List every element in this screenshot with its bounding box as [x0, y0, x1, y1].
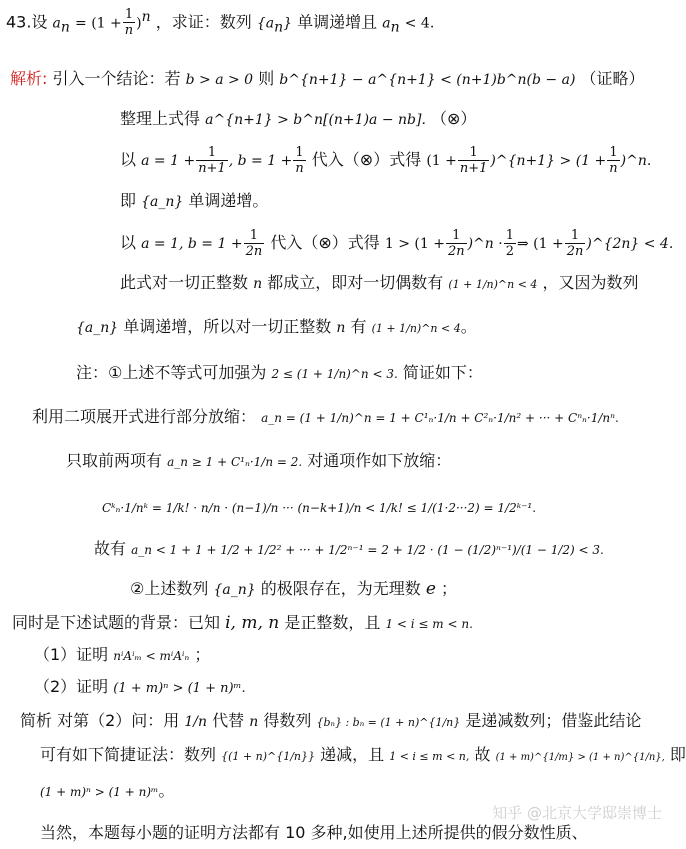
- general-term: Cᵏₙ·1/nᵏ = 1/k! · n/n · (n−1)/n ··· (n−k+1)/n < 1/k! ≤ 1/(1·2···2) = 1/2ᵏ⁻¹.: [102, 501, 537, 515]
- binomial-line: 利用二项展开式进行部分放缩： a_n = (1 + 1/n)^n = 1 + C¹ₙ·1/n + C²ₙ·1/n² + ··· + Cⁿₙ·1/nⁿ.: [32, 407, 619, 426]
- problem-statement: 43.设 $a_n = (1$ + $\frac{1}{n}$ )$^n$ ，求证：数列 $\{a_n\}$ 单调递增且 $a_n < 4$.: [6, 7, 435, 39]
- brief-analysis-2: 可有如下简捷证法：数列 {(1 + n)^{1/n}} 递减，且 1 < i ≤ m < n, 故 (1 + m)^{1/m} > (1 + n)^{1/n}, 即: [40, 745, 686, 764]
- brief-analysis-1: 简析 对第（2）问：用 1/n 代替 n 得数列 {bₙ} : bₙ = (1 + n)^{1/n} 是递减数列；借鉴此结论: [20, 711, 642, 730]
- note-1: 注：①上述不等式可加强为 2 ≤ (1 + 1/n)^n < 3. 简证如下：: [76, 363, 483, 382]
- problem-fraction: $\frac{1}{n}$: [124, 7, 134, 39]
- brief-analysis-3: (1 + m)ⁿ > (1 + n)ᵐ。: [40, 781, 175, 800]
- problem-number: 43.设: [6, 12, 48, 32]
- step-2: 以 a = 1 + $\frac{1}{n+1}$ , b = 1 + $\frac{1}{n}$ 代入（⊗）式得 (1 + $\frac{1}{n+1}$ )^{n+1} > (1 + $\frac{1}{n}$ )^n.: [120, 145, 652, 176]
- therefore-line: 故有 a_n < 1 + 1 + 1/2 + 1/2² + ··· + 1/2ⁿ⁻¹ = 2 + 1/2 · (1 − (1/2)ⁿ⁻¹)/(1 − 1/2) < 3.: [94, 539, 604, 558]
- first-two-terms: 只取前两项有 a_n ≥ 1 + C¹ₙ·1/n = 2. 对通项作如下放缩：: [66, 451, 452, 470]
- step-3: 即 {a_n} 单调递增。: [120, 191, 269, 210]
- question-1: （1）证明 nⁱAⁱₘ < mⁱAⁱₙ ；: [34, 645, 211, 664]
- question-2: （2）证明 (1 + m)ⁿ > (1 + n)ᵐ.: [34, 677, 246, 696]
- watermark: 知乎 @北京大学邸崇博士: [492, 804, 662, 822]
- step-1: 整理上式得 a^{n+1} > b^n[(n+1)a − nb]. （⊗）: [120, 109, 477, 128]
- step-5: 此式对一切正整数 n 都成立，即对一切偶数有 (1 + 1/n)^n < 4 ，又因为数列: [120, 273, 639, 292]
- analysis-label: 解析:: [10, 69, 48, 88]
- step-6: {a_n} 单调递增，所以对一切正整数 n 有 (1 + 1/n)^n < 4。: [76, 317, 477, 336]
- note-2: ②上述数列 {a_n} 的极限存在，为无理数 e ；: [130, 579, 458, 599]
- last-line: 当然，本题每小题的证明方法都有 10 多种,如使用上述所提供的假分数性质、: [40, 823, 588, 842]
- background-line: 同时是下述试题的背景：已知 i, m, n 是正整数，且 1 < i ≤ m < n.: [12, 613, 473, 633]
- step-4: 以 a = 1, b = 1 + $\frac{1}{2n}$ 代入（⊗）式得 1 > (1 + $\frac{1}{2n}$ )^n · $\frac{1}{2}$ ⇒ (1 + $\frac{1}{2n}$ )^{2n} < 4.: [120, 228, 674, 259]
- analysis-line: 解析: 引入一个结论：若 b > a > 0 则 b^{n+1} − a^{n+1} < (n+1)b^n(b − a) （证略）: [10, 69, 645, 88]
